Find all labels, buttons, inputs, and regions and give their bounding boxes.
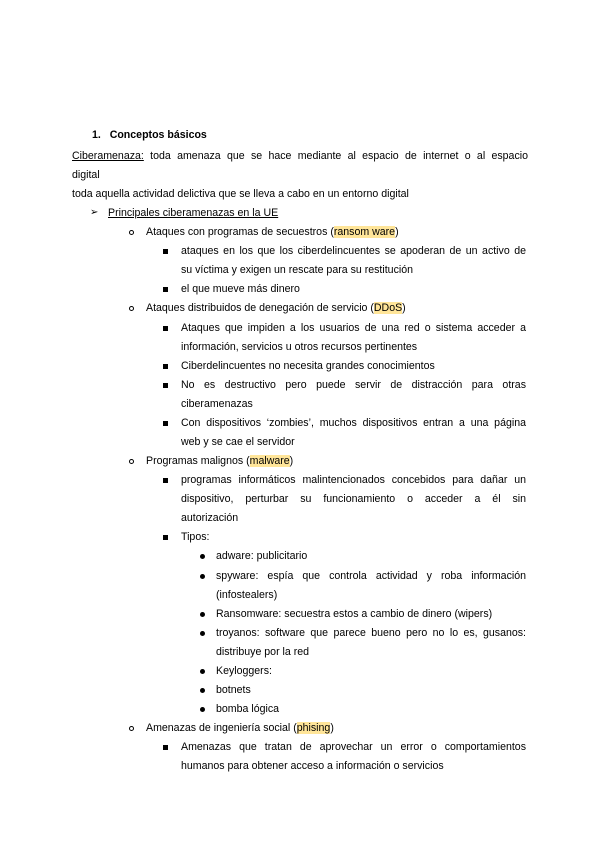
list-item-line: Ciberdelincuentes no necesita grandes conocimientos [181, 360, 435, 372]
square-bullet-icon [163, 383, 168, 388]
threat-label-end: ) [289, 455, 294, 467]
threat-ddos [146, 301, 406, 315]
square-bullet-icon [163, 421, 168, 426]
type-item: botnets [216, 684, 251, 696]
threat-label: Ataques distribuidos de denegación de servicio ( [146, 302, 374, 314]
filled-dot-bullet-icon [200, 612, 205, 617]
list-item-line: ciberamenazas [181, 398, 253, 410]
hollow-circle-bullet-icon [129, 230, 134, 235]
threat-label: Ataques con programas de secuestros ( [146, 226, 334, 238]
type-item-line: (infostealers) [216, 589, 278, 601]
threat-label-end: ) [395, 226, 399, 238]
filled-dot-bullet-icon [200, 574, 205, 579]
definition-line-2: digital [72, 169, 100, 181]
threat-label: Amenazas de ingeniería social ( [146, 722, 297, 734]
type-item: Keyloggers: [216, 665, 272, 677]
list-item-line: el que mueve más dinero [181, 283, 300, 295]
threat-tag: phising [296, 722, 331, 734]
definition-line-1 [72, 149, 528, 163]
list-item-line: dispositivo, perturbar su funcionamiento o acceder a él sin [181, 493, 526, 505]
threat-malware [146, 454, 293, 468]
filled-dot-bullet-icon [200, 688, 205, 693]
list-item-line: humanos para obtener acceso a información o servicios [181, 760, 444, 772]
list-item-line: Amenazas que tratan de aprovechar un error o comportamientos [181, 741, 526, 753]
list-item-line: Ataques que impiden a los usuarios de una red o sistema acceder a [181, 322, 526, 334]
definition-text: toda amenaza que se hace mediante al espacio de internet o al espacio [150, 150, 528, 162]
filled-dot-bullet-icon [200, 669, 205, 674]
heading-number: 1. [92, 129, 101, 141]
arrow-bullet-icon: ➢ [90, 207, 99, 218]
threat-label: Programas malignos ( [146, 455, 250, 467]
list-item-line: No es destructivo pero puede servir de distracción para otras [181, 379, 526, 391]
square-bullet-icon [163, 478, 168, 483]
list-item-line: Con dispositivos ‘zombies’, muchos dispositivos entran a una página [181, 417, 526, 429]
list-item-line: autorización [181, 512, 239, 524]
type-item: troyanos: software que parece bueno pero no lo es, gusanos: [216, 627, 526, 639]
filled-dot-bullet-icon [200, 707, 205, 712]
square-bullet-icon [163, 326, 168, 331]
type-item: bomba lógica [216, 703, 280, 715]
threat-tag: ransom ware [333, 226, 396, 238]
definition-line-3: toda aquella actividad delictiva que se lleva a cabo en un entorno digital [72, 188, 409, 200]
heading-title: Conceptos básicos [109, 129, 207, 141]
list-item-line: programas informáticos malintencionados concebidos para dañar un [181, 474, 526, 486]
threat-ransomware [146, 225, 399, 239]
threat-label-end: ) [330, 722, 334, 734]
square-bullet-icon [163, 287, 168, 292]
section-title: Principales ciberamenazas en la UE [108, 207, 279, 219]
section-heading [92, 128, 207, 142]
list-item-line: Tipos: [181, 531, 210, 543]
threat-tag: malware [249, 455, 290, 467]
type-item: Ransomware: secuestra estos a cambio de dinero (wipers) [216, 608, 493, 620]
filled-dot-bullet-icon [200, 554, 205, 559]
type-item: adware: publicitario [216, 550, 308, 562]
type-item: spyware: espía que controla actividad y roba información [216, 570, 526, 582]
list-item-line: información, servicios u otros recursos pertinentes [181, 341, 418, 353]
square-bullet-icon [163, 535, 168, 540]
list-item-line: web y se cae el servidor [181, 436, 295, 448]
threat-tag: DDoS [373, 302, 403, 314]
square-bullet-icon [163, 364, 168, 369]
filled-dot-bullet-icon [200, 631, 205, 636]
hollow-circle-bullet-icon [129, 306, 134, 311]
hollow-circle-bullet-icon [129, 726, 134, 731]
type-item-line: distribuye por la red [216, 646, 310, 658]
threat-label-end: ) [402, 302, 406, 314]
definition-term: Ciberamenaza: [72, 150, 144, 162]
list-item-line: su víctima y exigen un rescate para su restitución [181, 264, 413, 276]
threat-phising [146, 721, 334, 735]
hollow-circle-bullet-icon [129, 459, 134, 464]
square-bullet-icon [163, 745, 168, 750]
list-item-line: ataques en los que los ciberdelincuentes se apoderan de un activo de [181, 245, 526, 257]
square-bullet-icon [163, 249, 168, 254]
